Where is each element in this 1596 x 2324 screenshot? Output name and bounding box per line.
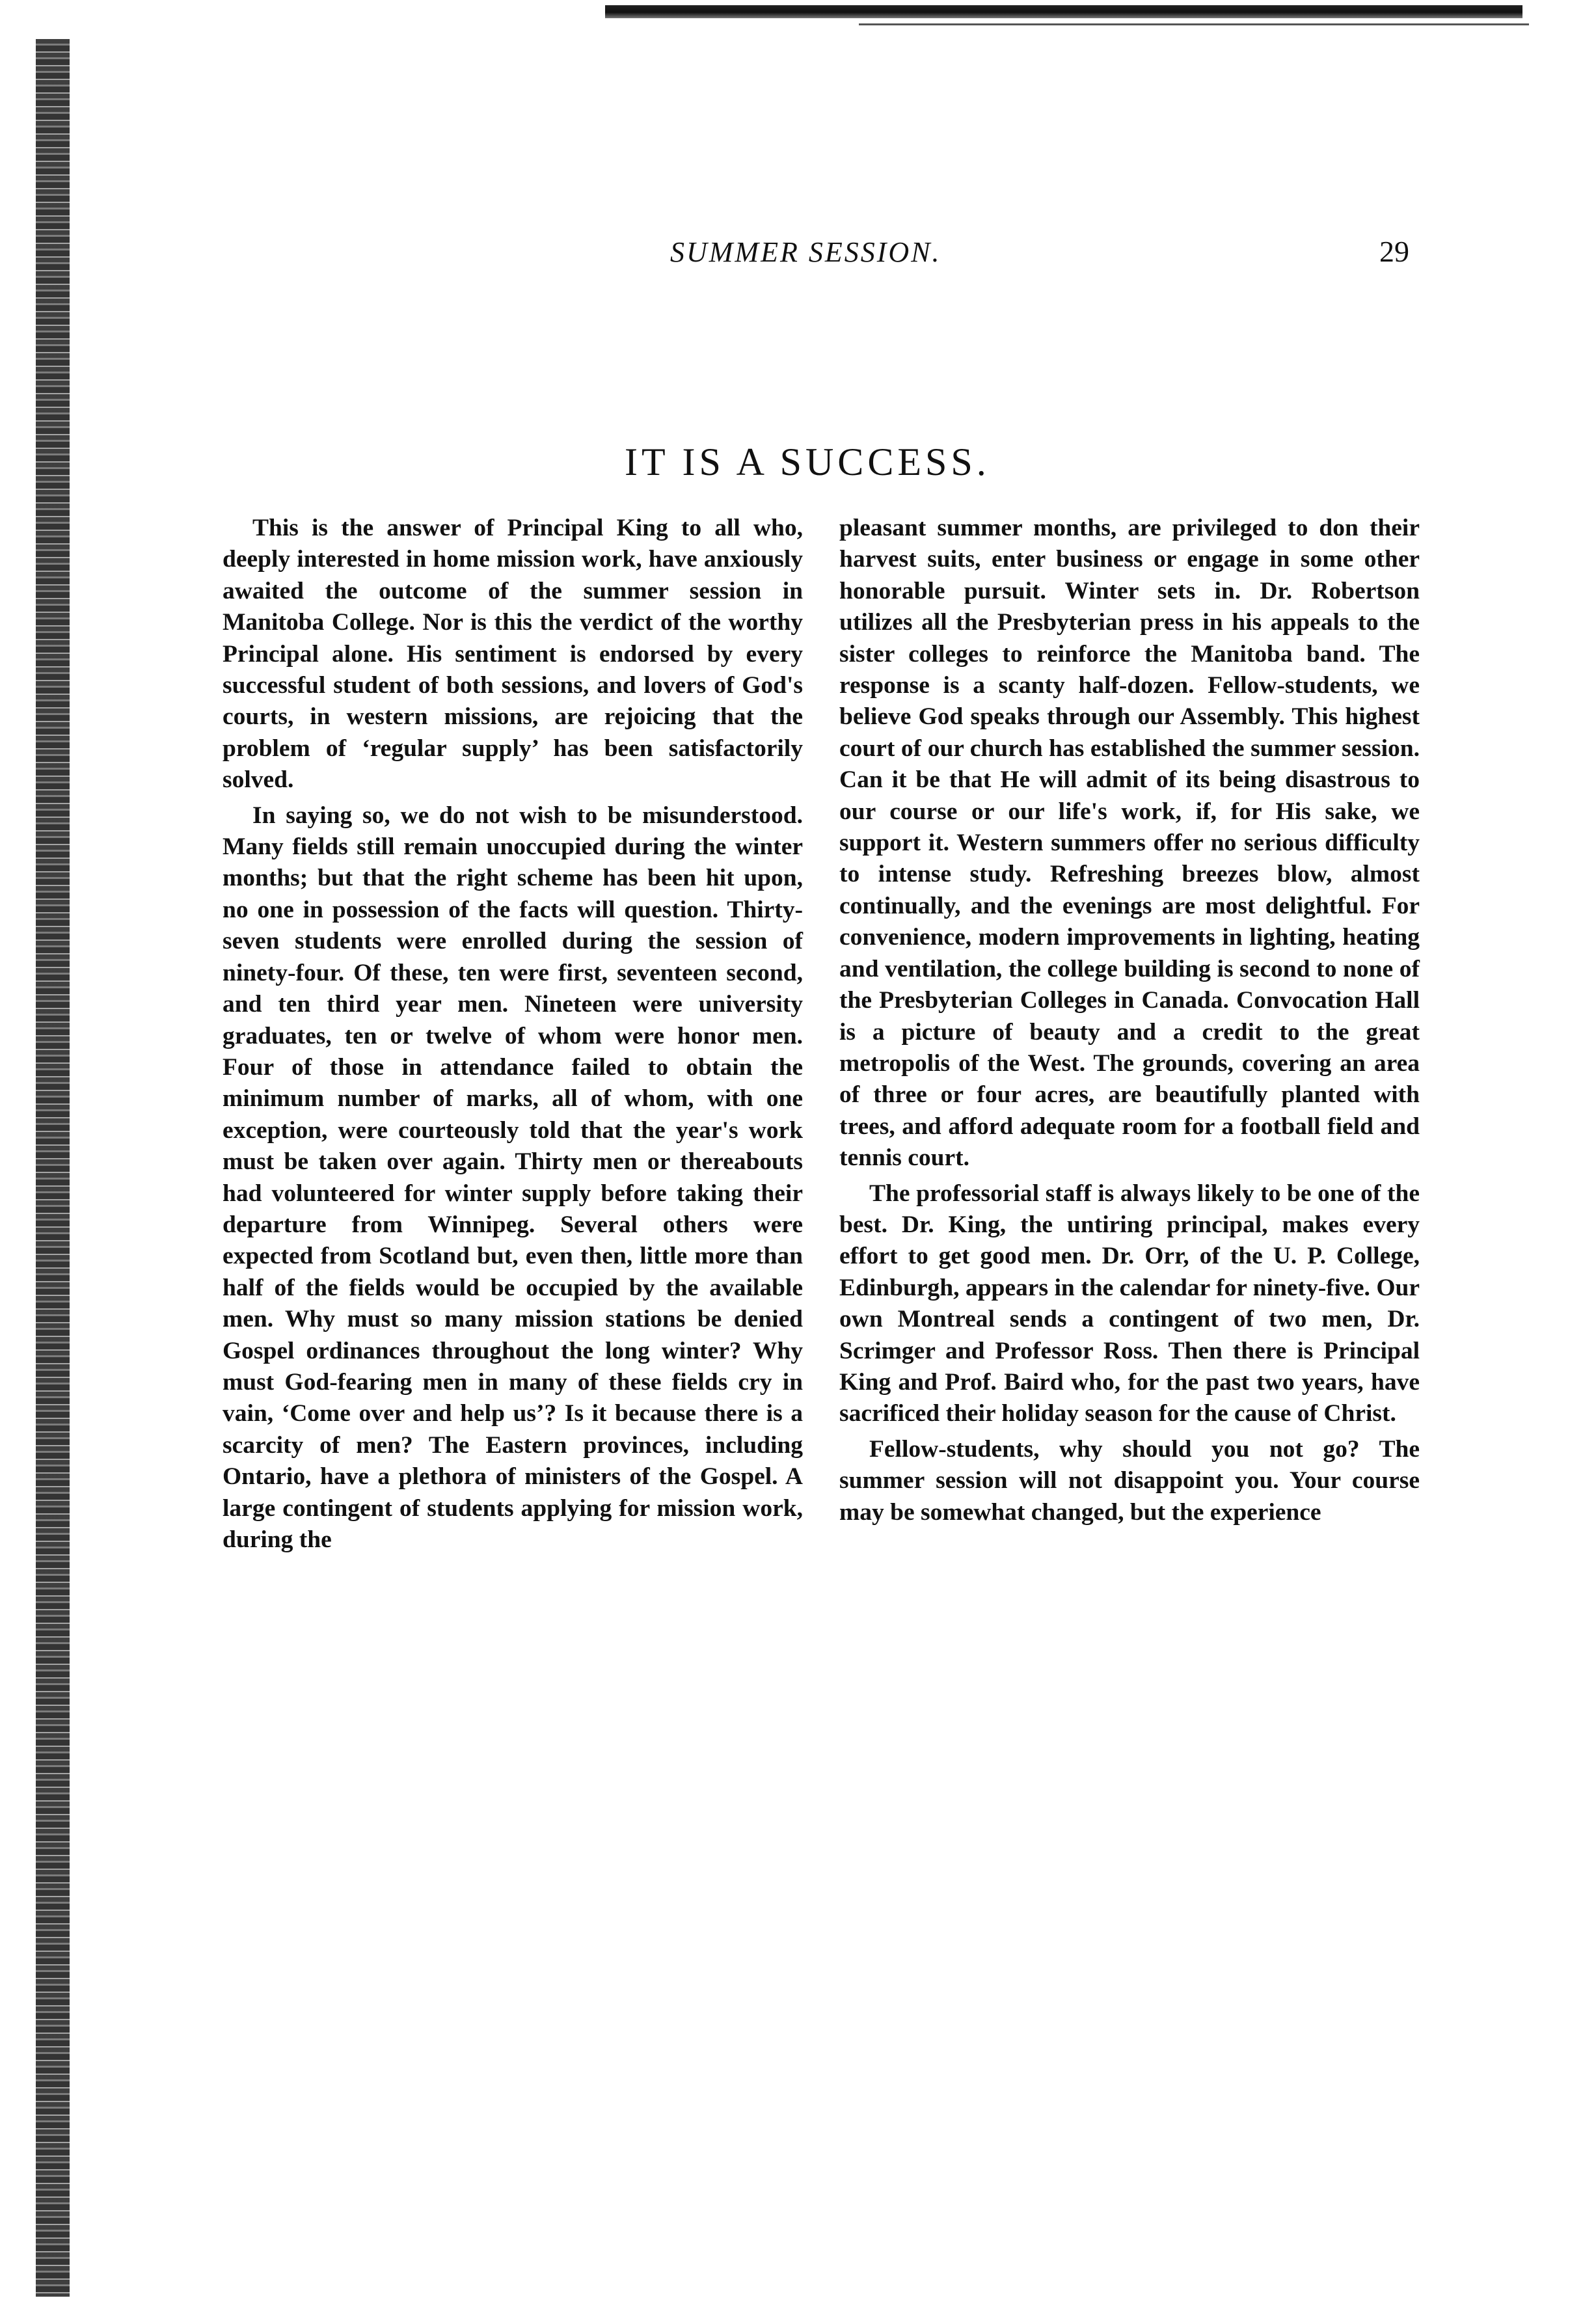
left-column (223, 513, 803, 1556)
article-title: IT IS A SUCCESS. (625, 440, 990, 483)
paragraph-continuation: pleasant summer months, are privileged to don their harvest suits, enter business or engage in some other honorable pursuit. Winter sets in. Dr. Robertson utilizes all the Presbyterian press in his appeals to the sister colleges to reinforce the Manitoba band. The response is a scanty half-dozen. Fellow-students, we believe God speaks through our Assembly. This highest court of our church has established the summer session. Can it be that He will admit of its being disastrous to our course or our life's work, if, for His sake, we support it. Western summers offer no serious difficulty to intense study. Refreshing breezes blow, almost continually, and the evenings are most delightful. For convenience, modern improvements in lighting, heating and ventilation, the college building is second to none of the Presbyterian Colleges in Canada. Convocation Hall is a picture of beauty and a credit to the great metropolis of the West. The grounds, covering an area of three or four acres, are beautifully planted with trees, and afford adequate room for a football field and tennis court. (839, 515, 1420, 1172)
paragraph: Fellow-students, why should you not go? The summer session will not disappoint you. Your course may be somewhat changed, but the experience (839, 1435, 1420, 1526)
paragraph: In saying so, we do not wish to be misunderstood. Many fields still remain unoccupied during the winter months; but that the right scheme has been hit upon, no one in possession of the facts will question. Thirty-seven students were enrolled during the session of ninety-four. Of these, ten were first, seventeen second, and ten third year men. Nineteen were university graduates, ten or twelve of whom were honor men. Four of those in attendance failed to obtain the minimum number of marks, all of whom, with one exception, were courteously told that the year's work must be taken over again. Thirty men or thereabouts had volunteered for winter supply before taking their departure from Winnipeg. Several others were expected from Scotland but, even then, little more than half of the fields would be occupied by the available men. Why must so many mission stations be denied Gospel ordinances throughout the long winter? Why must God-fearing men in many of these fields cry in vain, ‘Come over and help us’? Is it because there is a scarcity of men? The Eastern provinces, including Ontario, have a plethora of ministers of the Gospel. A large contingent of students applying for mission work, during the (223, 802, 803, 1553)
paragraph: This is the answer of Principal King to all who, deeply interested in home mission work, have anxiously awaited the outcome of the summer session in Manitoba College. Nor is this the verdict of the worthy Principal alone. His sentiment is endorsed by every successful student of both sessions, and lovers of God's courts, in western missions, are rejoicing that the problem of ‘regular supply’ has been satisfactorily solved. (223, 515, 803, 794)
top-edge-rule (605, 5, 1522, 18)
book-spine-edge (36, 39, 70, 2297)
paragraph: The professorial staff is always likely to be one of the best. Dr. King, the untiring principal, makes every effort to get good men. Dr. Orr, of the U. P. College, Edinburgh, appears in the calendar for ninety-five. Our own Montreal sends a contingent of two men, Dr. Scrimger and Professor Ross. Then there is Principal King and Prof. Baird who, for the past two years, have sacrificed their holiday season for the cause of Christ. (839, 1180, 1420, 1427)
page-number: 29 (1379, 235, 1409, 268)
right-column (839, 513, 1420, 1528)
top-edge-rule-thin (859, 23, 1529, 25)
running-head: SUMMER SESSION. (670, 236, 941, 268)
